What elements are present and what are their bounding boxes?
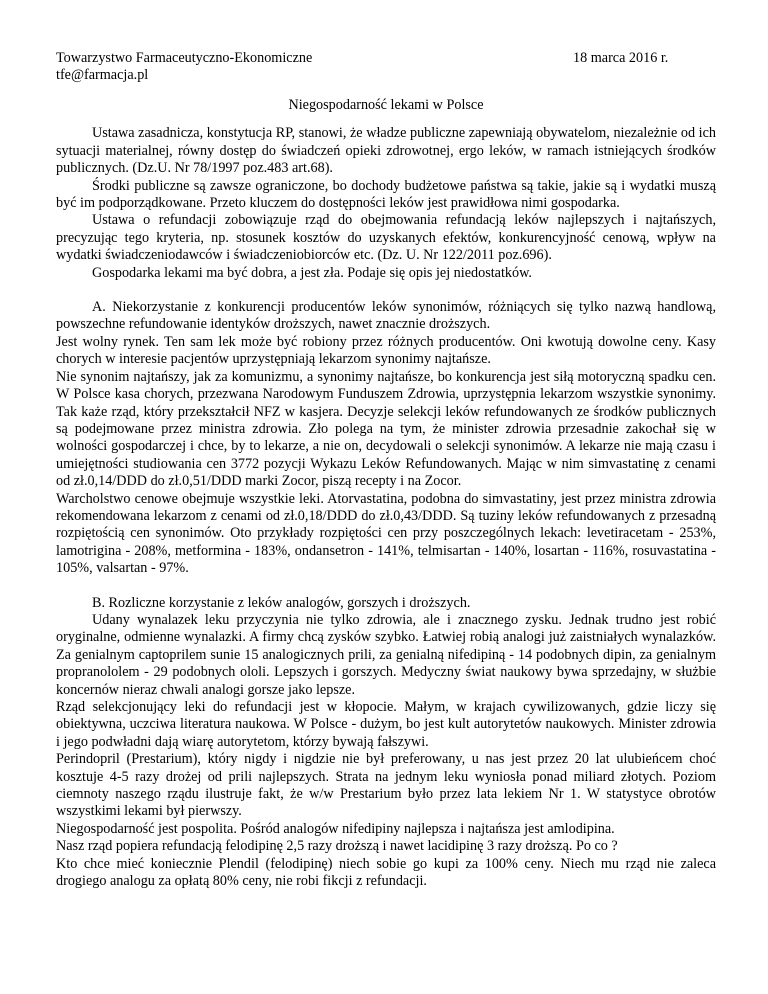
paragraph: Nie synonim najtańszy, jak za komunizmu, a synonimy najtańsze, bo konkurencja jest siłą motoryczną spadku cen. W Polsce kasa chorych, przezwana Narodowym Funduszem Zdrowia, uprzystępnia lekarzom wszystkie synonimy. Tak każe rząd, który przekształcił NFZ w kasjera. Decyzje selekcji leków refundowanych ze środków publicznych są podejmowane przez ministra zdrowia. Zło polega na tym, że minister zdrowia przesadnie zakochał się w wolności gospodarczej i chce, by to lekarze, a nie on, decydowali o selekcji synonimów. A lekarze nie mają czasu i umiejętności studiowania cen 3772 pozycji Wykazu Leków Refundowanych. Mając w nim simvastatinę z cenami od zł.0,14/DDD do zł.0,51/DDD marki Zocor, piszą recepty i na Zocor.: [56, 368, 716, 490]
spacer: [56, 282, 716, 299]
paragraph: Gospodarka lekami ma być dobra, a jest zła. Podaje się opis jej niedostatków.: [92, 264, 532, 281]
paragraph: Perindopril (Prestarium), który nigdy i nigdzie nie był preferowany, u nas jest przez 20 lat ulubieńcem choć kosztuje 4-5 razy drożej od prili najlepszych. Strata na jednym leku wyniosła ponad miliard złotych. Poziom ciemnoty naszego rządu ilustruje fakt, że w/w Prestarium było przez lata lekiem Nr 1. W statystyce obrotów wszystkimi lekami był pierwszy.: [56, 751, 716, 820]
intro-section: [56, 125, 716, 282]
paragraph: Ustawa o refundacji zobowiązuje rząd do obejmowania refundacją leków najlepszych i najtańszych, precyzując tego kryteria, np. stosunek kosztów do uzyskanych efektów, konkurencyjność cenową, wpływ na wydatki świadczeniodawców i świadczeniobiorców etc. (Dz. U. Nr 122/2011 poz.696).: [56, 212, 716, 264]
paragraph: Jest wolny rynek. Ten sam lek może być robiony przez różnych producentów. Oni kwotują dowolne ceny. Kasy chorych w interesie pacjentów uprzystępniają lekarzom synonimy najtańsze.: [56, 333, 716, 368]
spacer: [56, 578, 716, 595]
paragraph: Rząd selekcjonujący leki do refundacji jest w kłopocie. Małym, w krajach cywilizowanych, gdzie liczy się obiektywna, uczciwa literatura naukowa. W Polsce - dużym, bo jest kult autorytetów naukowych. Minister zdrowia i jego podwładni dają wiarę autorytetom, którzy bywają fałszywi.: [56, 699, 716, 750]
document-title: Niegospodarność lekami w Polsce: [288, 97, 484, 113]
organization-email: tfe@farmacja.pl: [56, 67, 149, 83]
document-date: 18 marca 2016 r.: [573, 50, 669, 66]
section-b-heading: B. Rozliczne korzystanie z leków analogów, gorszych i droższych.: [92, 594, 471, 611]
section-a-heading: A. Niekorzystanie z konkurencji producentów leków synonimów, różniących się tylko nazwą handlową, powszechne refundowanie identyków droższych, nawet znacznie droższych.: [56, 299, 716, 333]
section-a: [56, 299, 716, 578]
paragraph: Kto chce mieć koniecznie Plendil (felodipinę) niech sobie go kupi za 100% ceny. Niech mu rząd nie zaleca drogiego analogu za opłatą 80% ceny, nie robi fikcji z refundacji.: [56, 855, 716, 890]
letter-header: [56, 50, 716, 86]
paragraph: Ustawa zasadnicza, konstytucja RP, stanowi, że władze publiczne zapewniają obywatelom, niezależnie od ich sytuacji materialnej, równy dostęp do świadczeń opieki zdrowotnej, ergo leków, w ramach istniejących środków publicznych. (Dz.U. Nr 78/1997 poz.483 art.68).: [56, 125, 716, 177]
paragraph: Udany wynalazek leku przyczynia nie tylko zdrowia, ale i znacznego zysku. Jednak trudno jest robić oryginalne, odmienne wynalazki. A firmy chcą zysków szybko. Łatwiej robią analogi już zaistniałych wynalazków. Za genialnym captoprilem sunie 15 analogicznych prili, za genialną nifedipiną - 14 podobnych dipin, za genialnym propranololem - 29 podobnych ololi. Lepszych i gorszych. Medyczny świat naukowy bywa sprzedajny, w służbie koncernów nieraz chwali analogi gorsze jako lepsze.: [56, 611, 716, 698]
section-b: [56, 595, 716, 891]
paragraph: Środki publiczne są zawsze ograniczone, bo dochody budżetowe państwa są takie, jakie są i wydatki muszą być im podporządkowane. Przeto kluczem do dostępności leków jest prawidłowa nimi gospodarka.: [56, 177, 716, 212]
paragraph: Niegospodarność jest pospolita. Pośród analogów nifedipiny najlepsza i najtańsza jest amlodipina.: [56, 820, 615, 837]
document-page: [56, 50, 716, 890]
paragraph: Warcholstwo cenowe obejmuje wszystkie leki. Atorvastatina, podobna do simvastatiny, jest przez ministra zdrowia rekomendowana lekarzom z cenami od zł.0,18/DDD do zł.0,43/DDD. Są tuziny leków refundowanych z przesadną rozpiętością cen synonimów. Oto przykłady rozpiętości cen przy poszczególnych lekach: levetiracetam - 253%, lamotrigina - 208%, metformina - 183%, ondansetron - 141%, telmisartan - 140%, losartan - 116%, rosuvastatina - 105%, valsartan - 97%.: [56, 490, 716, 577]
organization-name: Towarzystwo Farmaceutyczno-Ekonomiczne: [56, 50, 313, 66]
paragraph: Nasz rząd popiera refundacją felodipinę 2,5 razy droższą i nawet lacidipinę 3 razy droższą. Po co ?: [56, 838, 618, 855]
